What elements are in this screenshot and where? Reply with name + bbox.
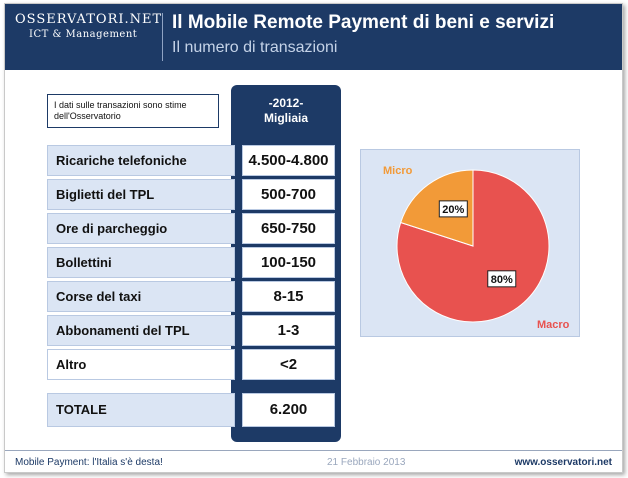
pie-category-macro: Macro [537,319,570,331]
pie-category-micro: Micro [383,165,413,177]
row-label-biglietti: Biglietti del TPL [47,179,235,210]
row-value-bollettini: 100-150 [242,247,335,278]
footer-website: www.osservatori.net [514,457,612,468]
header-bar [5,4,622,70]
pie-percent-micro: 20% [442,203,465,216]
row-value-totale: 6.200 [242,393,335,427]
row-value-biglietti: 500-700 [242,179,335,210]
row-label-bollettini: Bollettini [47,247,235,278]
footer-date: 21 Febbraio 2013 [327,457,406,468]
page-subtitle: Il numero di transazioni [172,39,338,56]
footer-tagline: Mobile Payment: l'Italia s'è desta! [15,457,163,468]
row-value-taxi: 8-15 [242,281,335,312]
row-label-taxi: Corse del taxi [47,281,235,312]
footer-divider [5,450,622,451]
column-year: -2012- [268,96,304,110]
column-unit: Migliaia [263,111,308,125]
value-column-header [231,96,341,126]
row-label-altro: Altro [47,349,235,380]
data-note: I dati sulle transazioni sono stime dell'Osservatorio [47,94,219,128]
row-label-abbonamenti: Abbonamenti del TPL [47,315,235,346]
logo-top-text: OSSERVATORI.NET [15,12,163,27]
osservatori-logo [15,12,163,50]
slide [4,3,623,473]
pie-chart-panel [360,149,580,337]
row-value-ricariche: 4.500-4.800 [242,145,335,176]
row-label-totale: TOTALE [47,393,235,427]
row-value-altro: <2 [242,349,335,380]
pie-chart [361,150,581,338]
logo-bottom-text: ICT & Management [29,29,138,40]
row-value-abbonamenti: 1-3 [242,315,335,346]
row-label-parcheggio: Ore di parcheggio [47,213,235,244]
page-title: Il Mobile Remote Payment di beni e servizi [172,12,555,33]
pie-percent-macro: 80% [490,273,513,286]
row-label-ricariche: Ricariche telefoniche [47,145,235,176]
row-value-parcheggio: 650-750 [242,213,335,244]
header-divider [162,13,163,61]
